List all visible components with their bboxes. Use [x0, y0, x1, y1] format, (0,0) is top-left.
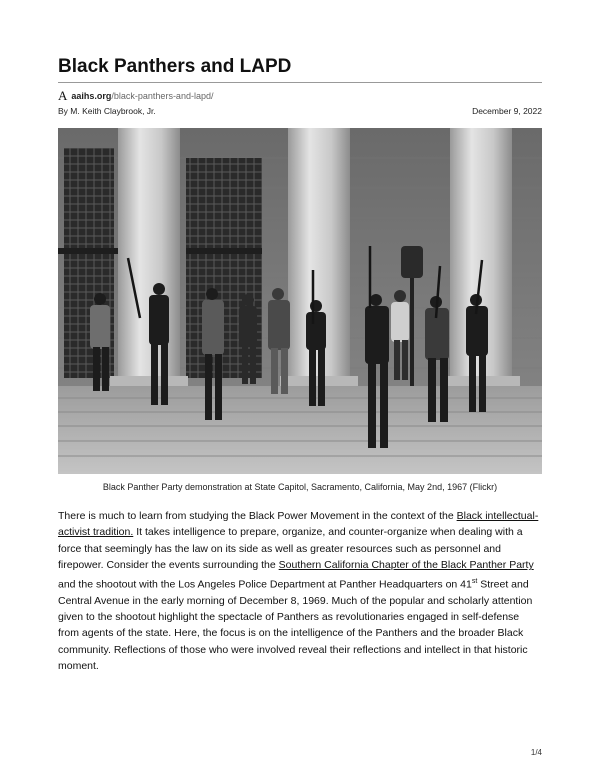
body-text: and the shootout with the Los Angeles Police Department at Panther Headquarters on 41: [58, 578, 472, 591]
body-text: It takes intelligence to prepare, organize, and counter-organize when dealing with a force that seemingly has the law on its side as well as greater resources such as personnel and firepower. Consider the events surrounding the: [58, 526, 523, 572]
author-byline: By M. Keith Claybrook, Jr.: [58, 106, 156, 116]
body-text: There is much to learn from studying the Black Power Movement in the context of the: [58, 510, 457, 522]
source-domain[interactable]: aaihs.org: [71, 91, 112, 101]
body-text: Street and Central Avenue in the early morning of December 8, 1969. Much of the popular and scholarly attention given to the shootout highlight the spectacle of Panthers as revolutionaries engaged in self-defense from agents of the state. Here, the focus is on the intelligence of the Panthers and the broader Black community. Reflections of those who were involved reveal their reflections and intellect in that historic moment.: [58, 578, 533, 673]
page-number: 1/4: [530, 748, 542, 757]
publish-date: December 9, 2022: [472, 106, 542, 116]
article-photo: [58, 128, 542, 474]
link-black-intellectual-activist-tradition[interactable]: Black intellectual-activist tradition.: [58, 510, 539, 539]
photo-caption: Black Panther Party demonstration at State Capitol, Sacramento, California, May 2nd, 1967 (Flickr): [102, 482, 498, 492]
article-body: [58, 508, 542, 675]
photo-illustration: [58, 128, 542, 474]
source-path[interactable]: /black-panthers-and-lapd/: [111, 91, 214, 101]
title-divider: [58, 82, 542, 83]
site-logo-icon: A: [58, 88, 68, 103]
article-title: Black Panthers and LAPD: [58, 56, 292, 77]
ordinal-suffix: st: [471, 577, 478, 585]
source-line[interactable]: [58, 88, 213, 104]
link-southern-california-chapter[interactable]: Southern California Chapter of the Black Panther Party: [278, 559, 534, 572]
